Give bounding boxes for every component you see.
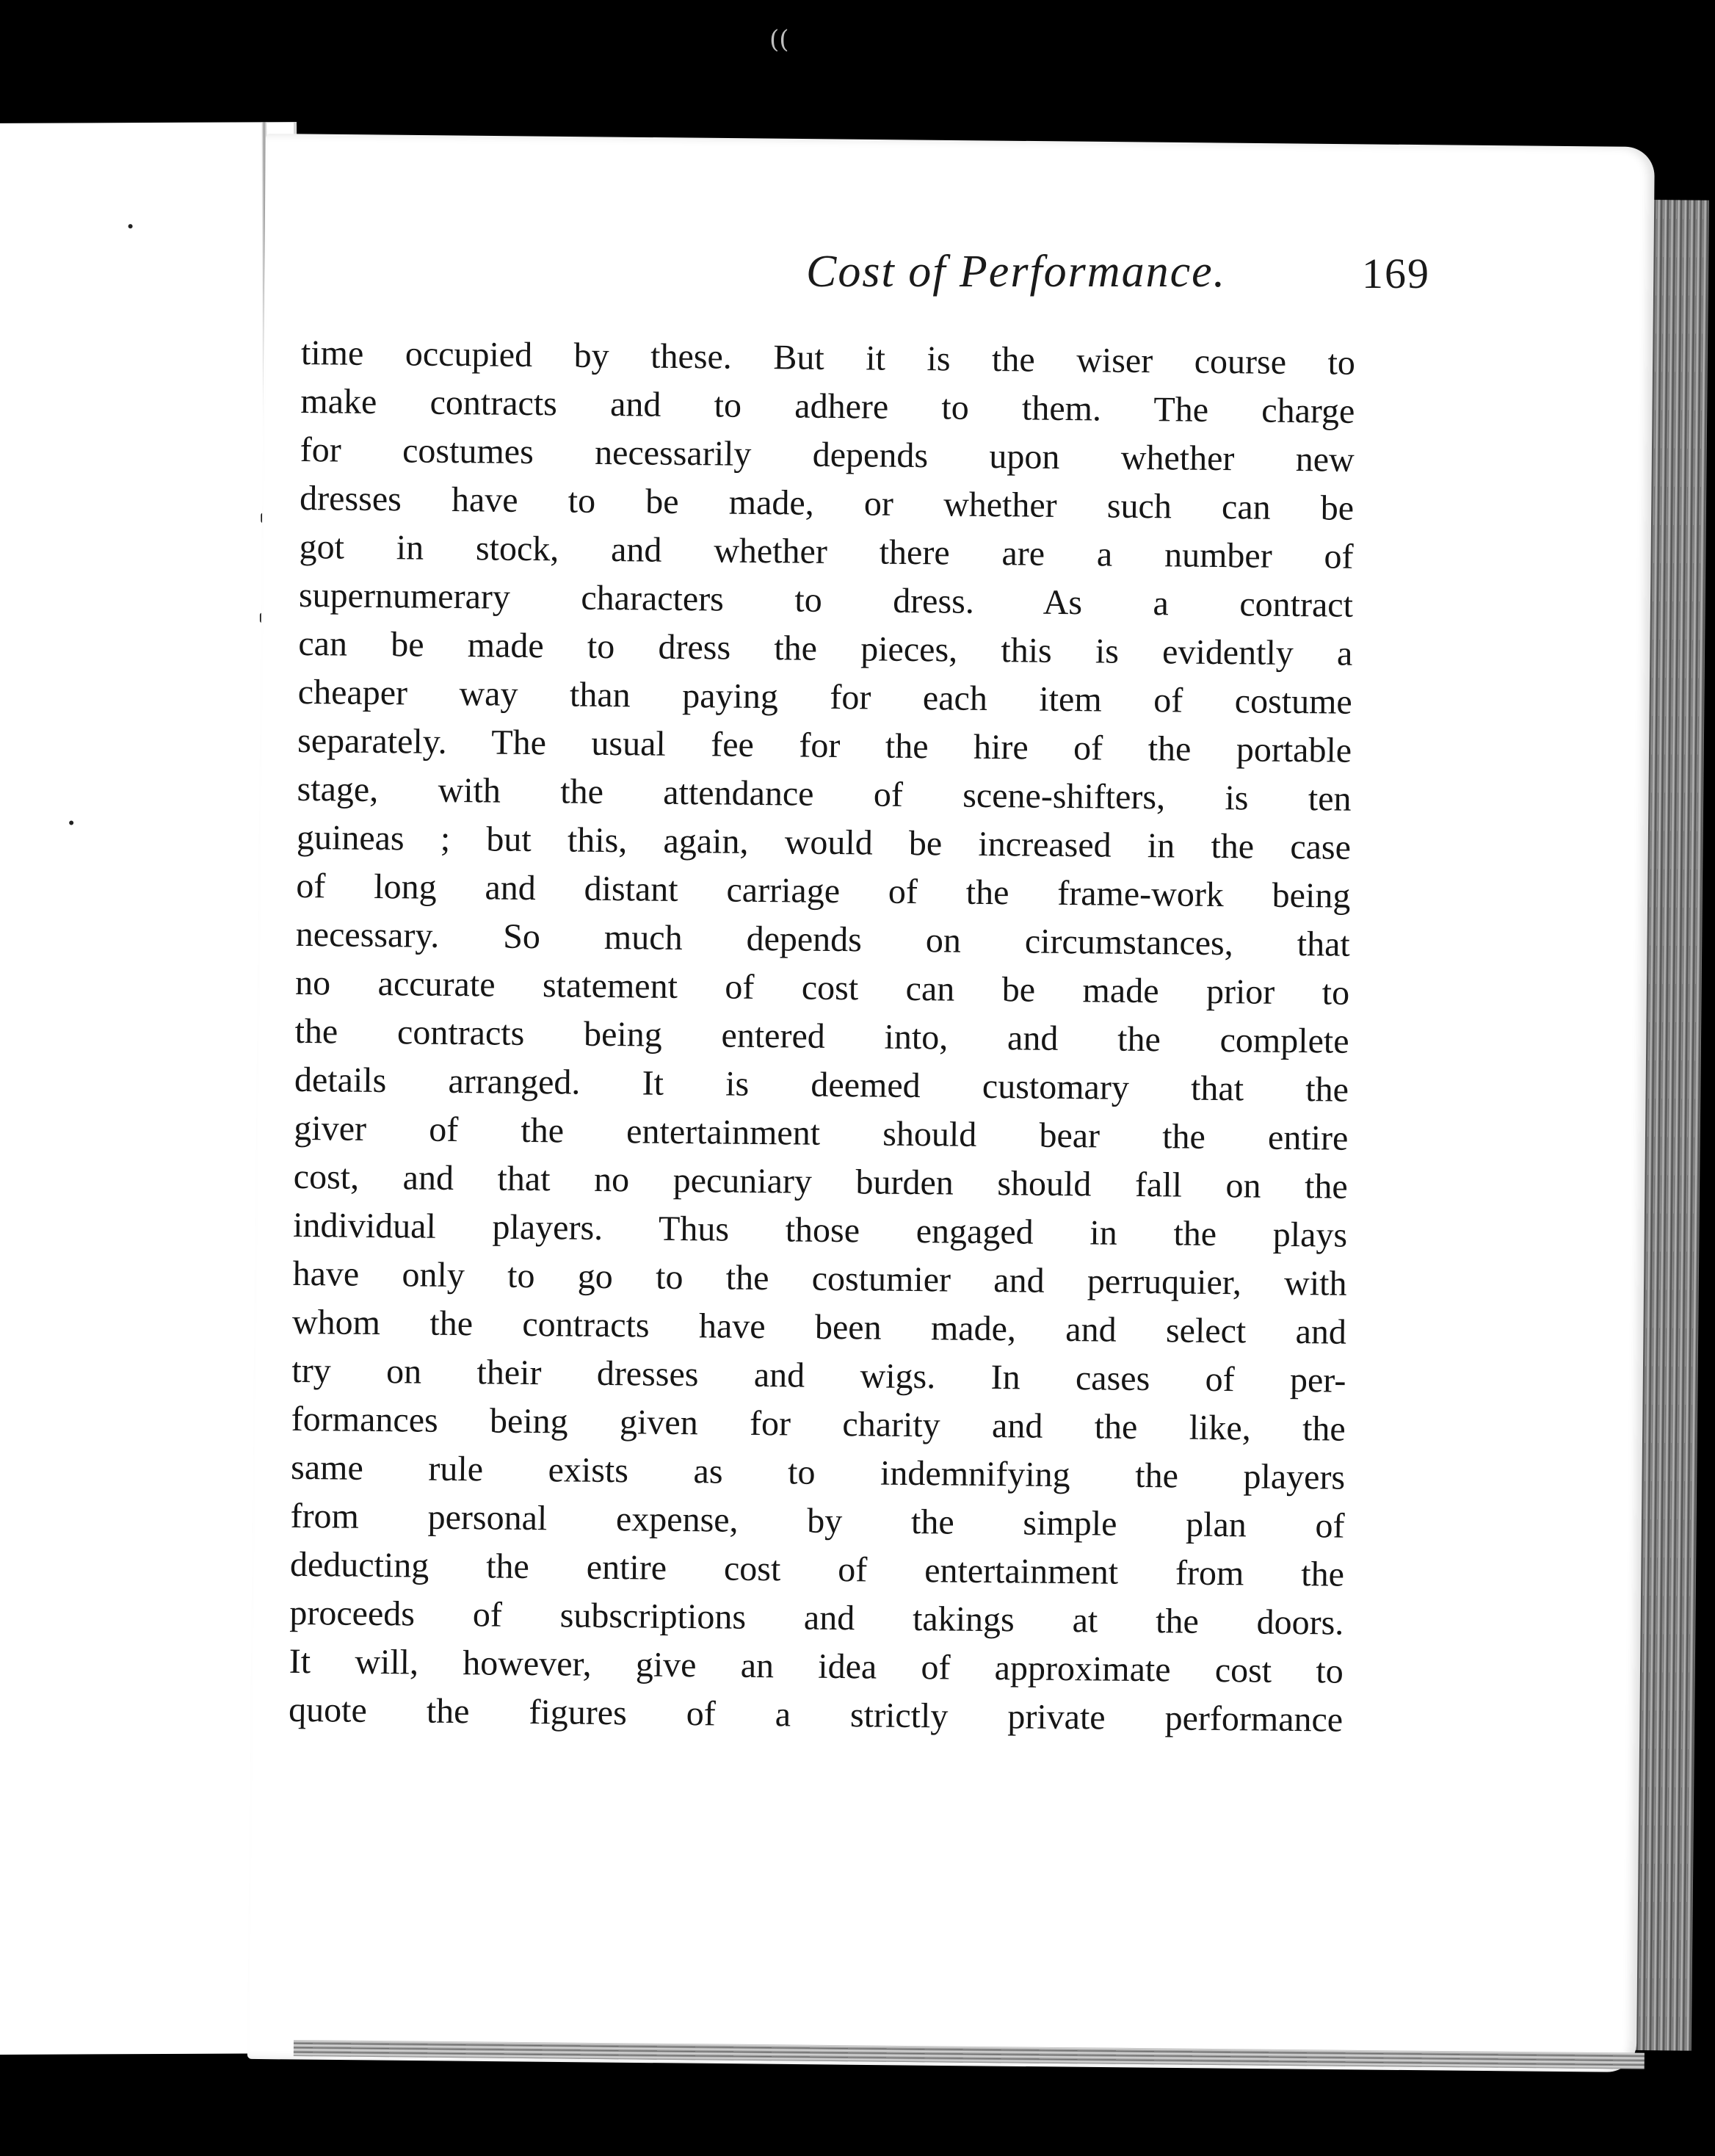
text-line: for costumes necessarily depends upon whether new <box>300 430 1355 480</box>
ink-speck <box>69 820 73 825</box>
text-line: dresses have to be made, or whether such can be <box>299 478 1355 528</box>
running-head <box>279 246 1430 327</box>
text-line: make contracts and to adhere to them. The charge <box>300 381 1355 431</box>
text-line: guineas ; but this, again, would be increased in the case <box>296 817 1352 867</box>
text-line: It will, however, give an idea of approximate cost to <box>289 1641 1344 1691</box>
scan-artifact-mark: (( <box>769 25 789 54</box>
text-line: necessary. So much depends on circumstances, that <box>295 914 1350 964</box>
text-line: of long and distant carriage of the frame-work being <box>296 866 1351 916</box>
text-line: quote the figures of a strictly private performance <box>288 1690 1344 1740</box>
running-title: Cost of Performance. <box>806 247 1227 297</box>
text-line: deducting the entire cost of entertainment from the <box>289 1544 1345 1594</box>
text-line: try on their dresses and wigs. In cases of per- <box>291 1350 1346 1400</box>
text-line: have only to go to the costumier and perruquier, with <box>292 1254 1347 1303</box>
text-line: no accurate statement of cost can be made prior to <box>294 963 1350 1013</box>
text-line: time occupied by these. But it is the wiser course to <box>300 333 1356 383</box>
text-line: proceeds of subscriptions and takings at the doors. <box>289 1593 1344 1643</box>
text-line: supernumerary characters to dress. As a contract <box>298 575 1354 625</box>
page-number: 169 <box>1362 250 1430 297</box>
text-line: details arranged. It is deemed customary that the <box>294 1060 1349 1110</box>
text-line: stage, with the attendance of scene-shifters, is ten <box>297 769 1352 819</box>
text-line: separately. The usual fee for the hire of the portable <box>297 720 1352 770</box>
text-line: from personal expense, by the simple plan of <box>290 1496 1345 1546</box>
text-line: got in stock, and whether there are a number of <box>299 527 1354 576</box>
text-line: cheaper way than paying for each item of costume <box>297 672 1352 722</box>
text-line: formances being given for charity and the like, the <box>291 1399 1346 1449</box>
text-line: same rule exists as to indemnifying the players <box>290 1447 1346 1497</box>
text-line: giver of the entertainment should bear the entire <box>294 1108 1349 1158</box>
text-line: cost, and that no pecuniary burden should fall on the <box>293 1157 1348 1207</box>
ink-speck <box>128 224 133 228</box>
text-line: whom the contracts have been made, and select and <box>291 1302 1347 1352</box>
text-line: the contracts being entered into, and the complete <box>294 1011 1349 1061</box>
text-line: individual players. Thus those engaged in the plays <box>292 1205 1348 1255</box>
text-line: can be made to dress the pieces, this is evidently a <box>298 623 1353 673</box>
body-text <box>288 329 1356 1740</box>
